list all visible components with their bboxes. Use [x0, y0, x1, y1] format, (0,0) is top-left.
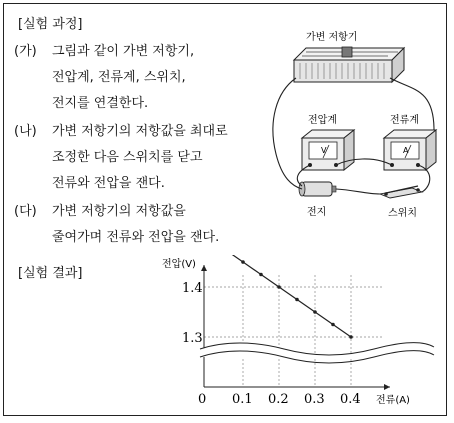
variable-resistor-label: 가변 저항기 [306, 32, 358, 43]
step-line: 전류와 전압을 잰다. [52, 176, 165, 191]
step-marker: (다) [14, 204, 37, 219]
x-tick-label: 0.3 [304, 392, 325, 407]
step-line: 전지를 연결한다. [52, 96, 149, 111]
circuit-apparatus-diagram [262, 30, 452, 235]
step-line: 줄여가며 전류와 전압을 잰다. [52, 230, 220, 245]
switch-icon [380, 186, 422, 198]
step-line: 그림과 같이 가변 저항기, [52, 44, 195, 59]
data-point [277, 285, 281, 289]
data-point [241, 260, 245, 264]
y-axis-arrow-icon [201, 265, 207, 271]
x-tick-label: 0.4 [340, 392, 361, 407]
result-title: [실험 결과] [18, 266, 83, 281]
origin-label: 0 [198, 392, 207, 407]
ammeter-icon [384, 130, 436, 170]
voltmeter-symbol: V [321, 146, 327, 155]
ammeter-symbol: A [403, 146, 409, 155]
data-point [349, 335, 353, 339]
x-tick-label: 0.1 [232, 392, 253, 407]
step-line: 가변 저항기의 저항값을 최대로 [52, 124, 228, 139]
step-marker: (가) [14, 44, 37, 59]
data-point [295, 298, 299, 302]
voltage-current-graph [150, 255, 440, 415]
y-tick-label: 1.3 [182, 331, 203, 346]
y-tick-label: 1.4 [182, 281, 203, 296]
x-axis-arrow-icon [384, 384, 390, 390]
step-line: 가변 저항기의 저항값을 [52, 204, 186, 219]
battery-label: 전지 [307, 207, 327, 218]
step-line: 전압계, 전류계, 스위치, [52, 70, 186, 85]
voltmeter-label: 전압계 [308, 115, 337, 126]
x-axis-label: 전류(A) [376, 395, 410, 406]
ammeter-label: 전류계 [390, 115, 419, 126]
voltmeter-icon [302, 130, 354, 170]
procedure-title: [실험 과정] [18, 17, 83, 32]
step-marker: (나) [14, 124, 37, 139]
data-point [259, 273, 263, 277]
battery-icon [299, 182, 336, 196]
data-point [313, 310, 317, 314]
x-tick-label: 0.2 [268, 392, 289, 407]
data-point [331, 323, 335, 327]
y-axis-label: 전압(V) [162, 259, 196, 270]
variable-resistor-icon [294, 47, 404, 82]
step-line: 조정한 다음 스위치를 닫고 [52, 150, 203, 165]
switch-label: 스위치 [388, 208, 417, 219]
